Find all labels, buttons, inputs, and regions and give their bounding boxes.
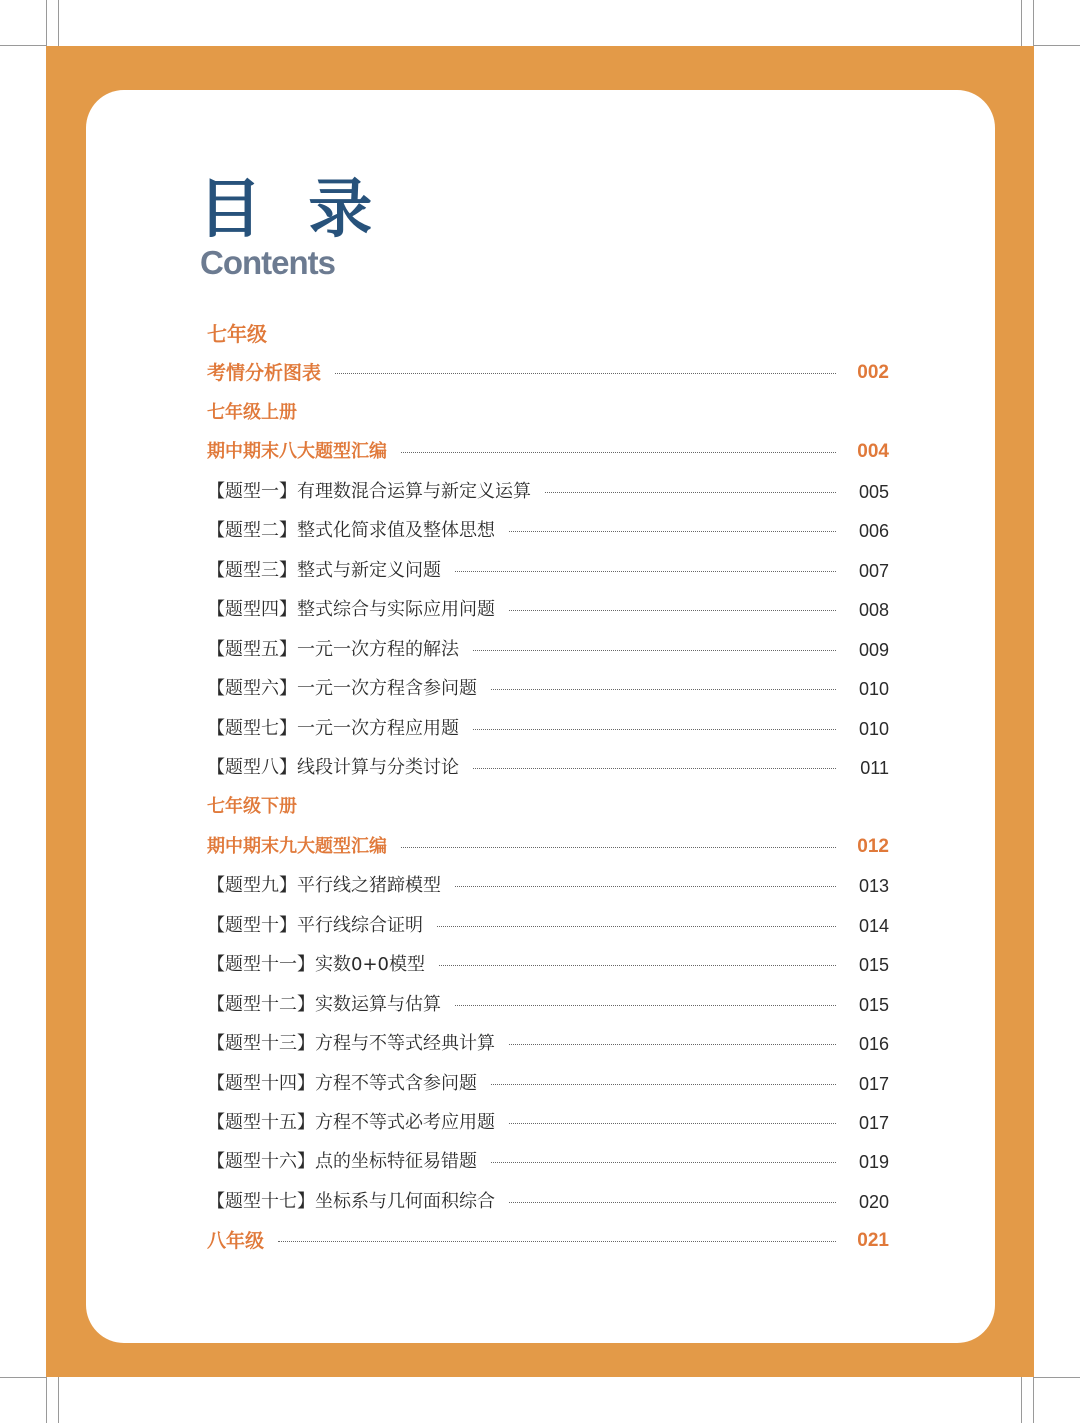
toc-page-number: 013 bbox=[858, 876, 889, 896]
toc-label: 【题型十四】方程不等式含参问题 bbox=[207, 1073, 477, 1094]
toc-page-number: 010 bbox=[858, 719, 889, 739]
toc-label: 【题型十二】实数运算与估算 bbox=[207, 994, 441, 1015]
toc-leader-dots bbox=[491, 1084, 836, 1085]
toc-label: 【题型十七】坐标系与几何面积综合 bbox=[207, 1191, 495, 1212]
toc-leader-dots bbox=[439, 965, 836, 966]
toc-leader-dots bbox=[473, 768, 836, 769]
toc-leader-dots bbox=[473, 729, 836, 730]
toc-heading-sub[interactable] bbox=[207, 398, 889, 428]
toc-section[interactable] bbox=[207, 358, 889, 388]
toc-group[interactable] bbox=[207, 832, 889, 862]
toc-page-number: 014 bbox=[858, 916, 889, 936]
toc-label: 【题型十一】实数0+0模型 bbox=[207, 954, 425, 975]
toc-item[interactable] bbox=[207, 516, 889, 546]
toc-leader-dots bbox=[509, 1123, 836, 1124]
toc-item[interactable] bbox=[207, 1108, 889, 1138]
toc-page-number: 015 bbox=[858, 955, 889, 975]
toc-item[interactable] bbox=[207, 556, 889, 586]
toc-label: 【题型一】有理数混合运算与新定义运算 bbox=[207, 481, 531, 502]
toc-page-number: 017 bbox=[858, 1074, 889, 1094]
toc-leader-dots bbox=[401, 847, 836, 848]
toc-page-number: 002 bbox=[857, 362, 889, 383]
toc-label: 【题型六】一元一次方程含参问题 bbox=[207, 678, 477, 699]
toc-page-number: 006 bbox=[858, 521, 889, 541]
toc-leader-dots bbox=[473, 650, 836, 651]
toc-label: 【题型十三】方程与不等式经典计算 bbox=[207, 1033, 495, 1054]
toc-leader-dots bbox=[491, 1162, 836, 1163]
toc-page-number: 016 bbox=[858, 1034, 889, 1054]
toc-label: 【题型十五】方程不等式必考应用题 bbox=[207, 1112, 495, 1133]
toc-label: 【题型五】一元一次方程的解法 bbox=[207, 639, 459, 660]
toc-item[interactable] bbox=[207, 477, 889, 507]
toc-leader-dots bbox=[401, 452, 836, 453]
toc-label: 【题型十六】点的坐标特征易错题 bbox=[207, 1151, 477, 1172]
toc-page-number: 012 bbox=[857, 836, 889, 857]
toc-leader-dots bbox=[509, 531, 836, 532]
toc-section[interactable] bbox=[207, 1226, 889, 1256]
toc-label: 七年级下册 bbox=[207, 796, 297, 817]
toc-page-number: 017 bbox=[858, 1113, 889, 1133]
toc-label: 【题型四】整式综合与实际应用问题 bbox=[207, 599, 495, 620]
toc-item[interactable] bbox=[207, 674, 889, 704]
toc-leader-dots bbox=[335, 373, 836, 374]
toc-label: 【题型二】整式化简求值及整体思想 bbox=[207, 520, 495, 541]
toc-label: 【题型八】线段计算与分类讨论 bbox=[207, 757, 459, 778]
toc-leader-dots bbox=[509, 1202, 836, 1203]
toc-page-number: 008 bbox=[858, 600, 889, 620]
toc-item[interactable] bbox=[207, 911, 889, 941]
toc-item[interactable] bbox=[207, 595, 889, 625]
toc-label: 【题型七】一元一次方程应用题 bbox=[207, 718, 459, 739]
toc-item[interactable] bbox=[207, 714, 889, 744]
toc-label: 考情分析图表 bbox=[207, 362, 322, 384]
toc-label: 【题型九】平行线之猪蹄模型 bbox=[207, 875, 441, 896]
toc-label: 期中期末八大题型汇编 bbox=[207, 441, 387, 462]
toc-heading-sub[interactable] bbox=[207, 792, 889, 822]
toc-page-number: 004 bbox=[857, 441, 889, 462]
toc-page-number: 007 bbox=[858, 561, 889, 581]
toc-item[interactable] bbox=[207, 950, 889, 980]
toc-item[interactable] bbox=[207, 871, 889, 901]
page-title: 目 录 bbox=[198, 173, 385, 247]
toc-page-number: 010 bbox=[858, 679, 889, 699]
toc-leader-dots bbox=[278, 1241, 836, 1242]
toc-leader-dots bbox=[491, 689, 836, 690]
toc-label: 【题型十】平行线综合证明 bbox=[207, 915, 423, 936]
toc-leader-dots bbox=[509, 610, 836, 611]
toc-item[interactable] bbox=[207, 1029, 889, 1059]
toc-item[interactable] bbox=[207, 753, 889, 783]
toc-page-number: 015 bbox=[858, 995, 889, 1015]
toc-page-number: 009 bbox=[858, 640, 889, 660]
toc-label: 期中期末九大题型汇编 bbox=[207, 836, 387, 857]
toc-leader-dots bbox=[455, 571, 836, 572]
page-subtitle: Contents bbox=[200, 244, 335, 281]
toc-item[interactable] bbox=[207, 990, 889, 1020]
toc-leader-dots bbox=[455, 1005, 836, 1006]
toc-page-number: 019 bbox=[858, 1152, 889, 1172]
toc-leader-dots bbox=[455, 886, 836, 887]
toc-item[interactable] bbox=[207, 1147, 889, 1177]
toc-page-number: 020 bbox=[858, 1192, 889, 1212]
toc-label: 七年级上册 bbox=[207, 402, 297, 423]
toc-heading[interactable] bbox=[207, 319, 889, 349]
toc-label: 七年级 bbox=[207, 322, 267, 346]
toc-page-number: 021 bbox=[857, 1230, 889, 1251]
toc-label: 【题型三】整式与新定义问题 bbox=[207, 560, 441, 581]
toc-item[interactable] bbox=[207, 635, 889, 665]
toc-label: 八年级 bbox=[207, 1230, 265, 1252]
toc-leader-dots bbox=[545, 492, 836, 493]
toc-leader-dots bbox=[509, 1044, 836, 1045]
toc-item[interactable] bbox=[207, 1187, 889, 1217]
toc-page-number: 005 bbox=[858, 482, 889, 502]
toc-group[interactable] bbox=[207, 437, 889, 467]
toc-leader-dots bbox=[437, 926, 836, 927]
toc-page-number: 011 bbox=[860, 758, 889, 778]
toc-item[interactable] bbox=[207, 1069, 889, 1099]
